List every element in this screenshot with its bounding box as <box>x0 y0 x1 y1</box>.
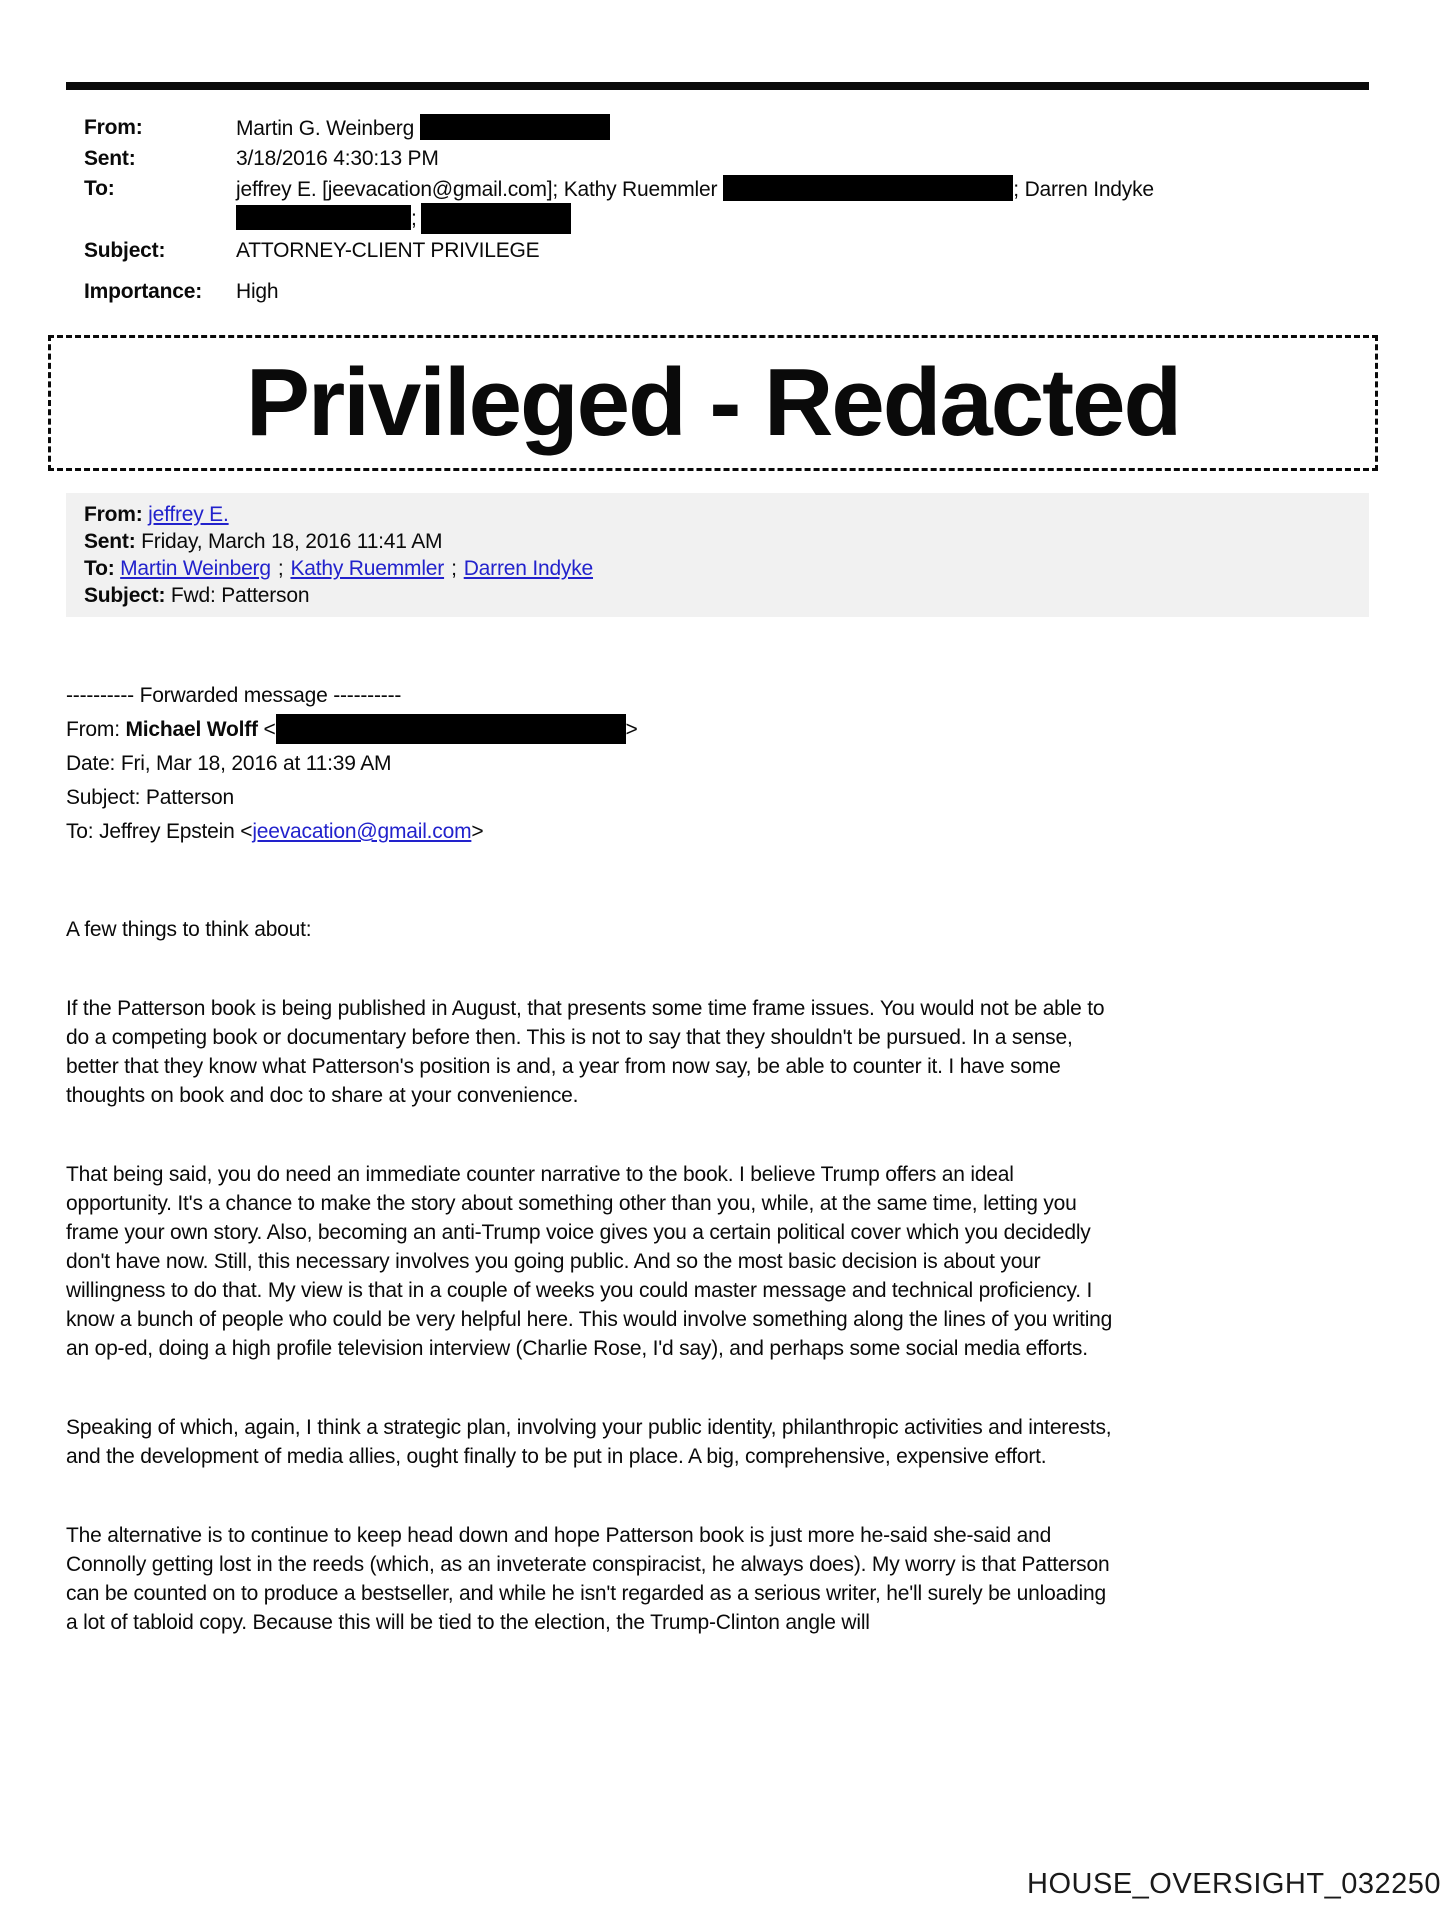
forwarded-email-close-bracket: > <box>625 718 638 741</box>
body-paragraph-3: That being said, you do need an immediate counter narrative to the book. I believe Trump offers an ideal opportunity. It's a chance to make the story about something other than you, while, at the same time, letting you frame your own story. Also, becoming an anti-Trump voice gives you a certain political cover which you decidedly don't have now. Still, this necessary involves you going public. And so the most basic decision is about your willingness to do that. My view is that in a couple of weeks you could master message and technical proficiency. I know a bunch of people who could be very helpful here. This would involve something along the lines of you writing an op-ed, doing a high profile television interview (Charlie Rose, I'd say), and perhaps some social media efforts. <box>66 1163 1113 1360</box>
inner-sent-label: Sent: <box>84 530 136 553</box>
forwarded-to-close-bracket: > <box>471 820 484 843</box>
forwarded-date-value: Fri, Mar 18, 2016 at 11:39 AM <box>120 752 392 775</box>
forwarded-email-open-bracket: < <box>263 718 276 741</box>
inner-to-label: To: <box>84 557 115 580</box>
forwarded-subject-label: Subject: <box>66 786 141 809</box>
forwarded-from-name: Michael Wolff <box>125 718 258 741</box>
redaction-box-recipient-email <box>723 175 1013 201</box>
subject-label: Subject: <box>84 239 166 262</box>
redaction-box-recipient-email-2 <box>236 205 411 230</box>
importance-value: High <box>236 280 279 303</box>
body-paragraph-2: If the Patterson book is being published in August, that presents some time frame issues. You would not be able to do a competing book or documentary before then. This is not to say that they shouldn't be pursued. In a sense, better that they know what Patterson's position is and, a year from now say, be able to counter it. I have some thoughts on book and doc to share at your convenience. <box>66 997 1105 1107</box>
to-label: To: <box>84 177 115 200</box>
to-value-rows <box>236 175 1369 234</box>
privileged-redacted-banner: Privileged - Redacted <box>48 335 1378 471</box>
redaction-box-wolff-email <box>276 714 626 744</box>
inner-to-link-martin-weinberg[interactable]: Martin Weinberg <box>120 557 271 580</box>
forwarded-message-header <box>66 679 1369 849</box>
forwarded-subject-row <box>66 781 1369 815</box>
forwarded-subject-value: Patterson <box>145 786 235 809</box>
header-divider-rule <box>66 82 1369 90</box>
forwarded-date-label: Date: <box>66 752 116 775</box>
inner-from-link[interactable]: jeffrey E. <box>148 503 229 526</box>
inner-from-label: From: <box>84 503 143 526</box>
forwarded-to-email-link[interactable]: jeevacation@gmail.com <box>252 820 472 843</box>
from-value-row <box>236 114 1369 142</box>
importance-label: Importance: <box>84 280 202 303</box>
forwarded-from-label: From: <box>66 718 120 741</box>
recipient-separator: ; <box>277 557 284 580</box>
outer-email-header <box>66 114 1369 264</box>
inner-to-row <box>84 555 1351 582</box>
from-label: From: <box>84 116 143 139</box>
inner-to-link-kathy-ruemmler[interactable]: Kathy Ruemmler <box>290 557 445 580</box>
forwarded-to-name: Jeffrey Epstein <box>99 820 235 843</box>
inner-email-header <box>66 493 1369 617</box>
body-paragraph-1: A few things to think about: <box>66 918 312 941</box>
subject-value: ATTORNEY-CLIENT PRIVILEGE <box>236 239 540 262</box>
inner-to-link-darren-indyke[interactable]: Darren Indyke <box>463 557 593 580</box>
sent-label: Sent: <box>84 147 136 170</box>
importance-row <box>66 278 1369 305</box>
inner-subject-label: Subject: <box>84 584 166 607</box>
body-paragraph-5: The alternative is to continue to keep head down and hope Patterson book is just more he-said she-said and Connolly getting lost in the reeds (which, as an inveterate conspiracist, he always does). My worry is that Patterson can be counted on to produce a bestseller, and while he isn't regarded as a serious writer, he'll surely be unloading a lot of tabloid copy. Because this will be tied to the election, the Trump-Clinton angle will <box>66 1524 1110 1634</box>
inner-sent-value: Friday, March 18, 2016 11:41 AM <box>141 530 443 553</box>
inner-subject-value: Fwd: Patterson <box>170 584 310 607</box>
forwarded-to-label: To: <box>66 820 94 843</box>
to-line2-separator: ; <box>411 207 417 230</box>
from-value: Martin G. Weinberg <box>236 117 415 140</box>
forwarded-to-open-bracket: < <box>240 820 253 843</box>
redaction-box-recipient-email-3 <box>421 203 571 234</box>
message-body <box>66 915 1114 1637</box>
inner-subject-row <box>84 582 1351 609</box>
email-document <box>66 0 1369 1687</box>
to-recipients-part2: ; Darren Indyke <box>1013 178 1154 201</box>
body-paragraph-4: Speaking of which, again, I think a strategic plan, involving your public identity, philanthropic activities and interests, and the development of media allies, ought finally to be put in place. A big, comprehensive, expensive effort. <box>66 1416 1112 1468</box>
forwarded-divider: ---------- Forwarded message ---------- <box>66 684 402 707</box>
inner-sent-row <box>84 528 1351 555</box>
to-recipients-part1: jeffrey E. [jeevacation@gmail.com]; Kathy Ruemmler <box>236 178 718 201</box>
sent-value: 3/18/2016 4:30:13 PM <box>236 147 439 170</box>
bates-stamp: HOUSE_OVERSIGHT_032250 <box>1027 1868 1441 1900</box>
forwarded-date-row <box>66 747 1369 781</box>
inner-from-row <box>84 501 1351 528</box>
recipient-separator-2: ; <box>451 557 457 580</box>
forwarded-to-row <box>66 815 1369 849</box>
redaction-box-sender-email <box>420 114 610 140</box>
forwarded-from-row <box>66 713 1369 747</box>
